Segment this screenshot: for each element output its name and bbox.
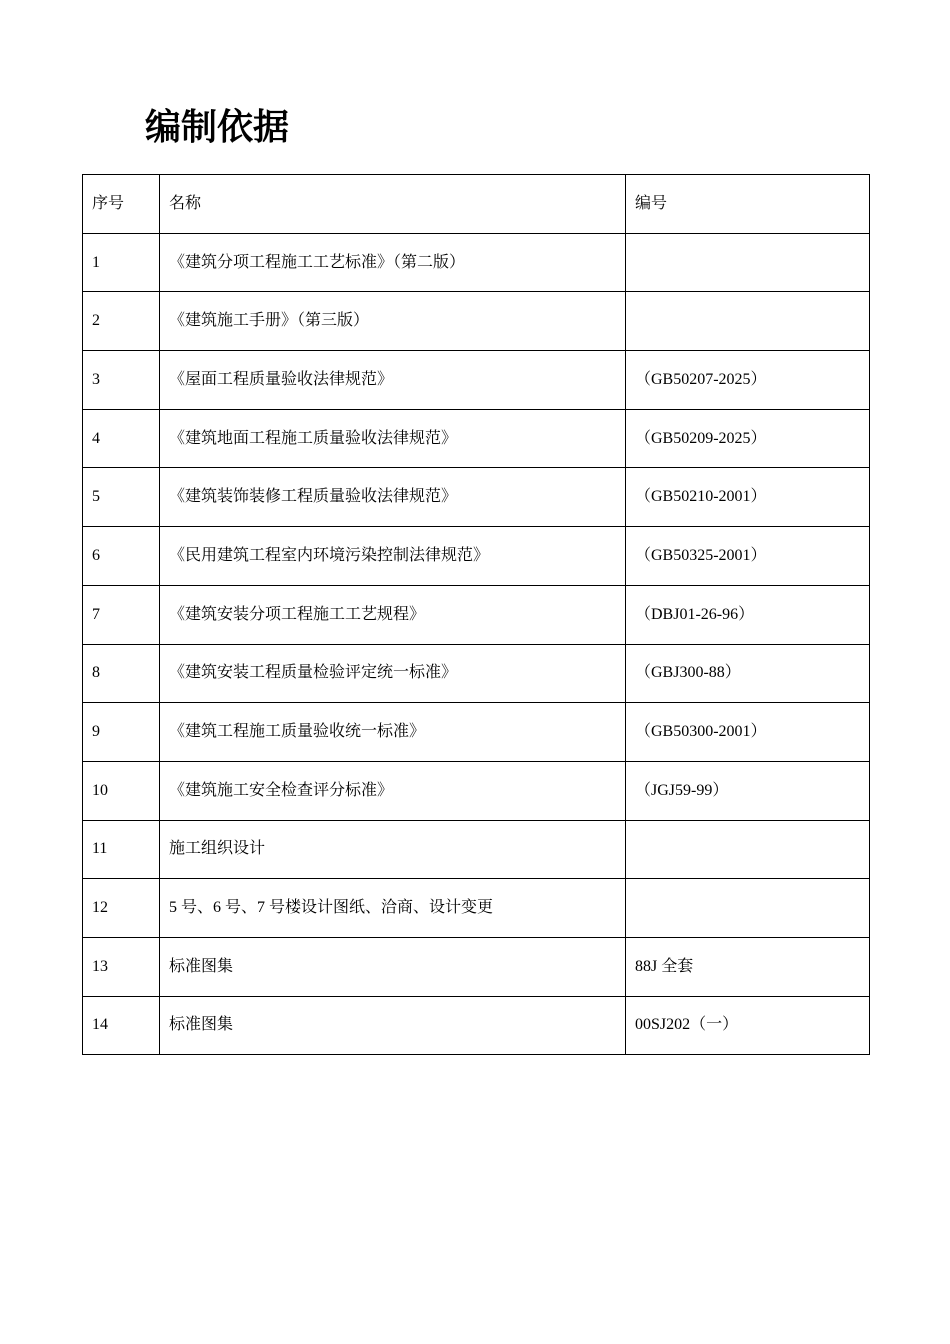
row-name: 标准图集 <box>160 996 626 1055</box>
row-name: 《屋面工程质量验收法律规范》 <box>160 351 626 410</box>
basis-table <box>82 174 870 1055</box>
table-row <box>83 820 870 879</box>
row-code <box>626 879 870 938</box>
table-row <box>83 585 870 644</box>
row-index: 10 <box>83 761 160 820</box>
row-code: （GB50300-2001） <box>626 703 870 762</box>
row-name: 标准图集 <box>160 937 626 996</box>
table-row <box>83 996 870 1055</box>
row-name: 施工组织设计 <box>160 820 626 879</box>
row-name: 《建筑装饰装修工程质量验收法律规范》 <box>160 468 626 527</box>
row-name: 《建筑地面工程施工质量验收法律规范》 <box>160 409 626 468</box>
row-index: 13 <box>83 937 160 996</box>
row-code <box>626 292 870 351</box>
table-row <box>83 527 870 586</box>
row-name: 《建筑施工安全检查评分标准》 <box>160 761 626 820</box>
row-code: （GB50325-2001） <box>626 527 870 586</box>
header-code: 编号 <box>626 175 870 234</box>
table-row <box>83 937 870 996</box>
table-row <box>83 233 870 292</box>
row-code <box>626 233 870 292</box>
table-row <box>83 409 870 468</box>
header-index: 序号 <box>83 175 160 234</box>
table-row <box>83 644 870 703</box>
row-index: 14 <box>83 996 160 1055</box>
row-index: 3 <box>83 351 160 410</box>
row-index: 8 <box>83 644 160 703</box>
table-row <box>83 351 870 410</box>
row-name: 《建筑施工手册》（第三版） <box>160 292 626 351</box>
row-index: 7 <box>83 585 160 644</box>
row-code: （GB50210-2001） <box>626 468 870 527</box>
row-name: 《建筑工程施工质量验收统一标准》 <box>160 703 626 762</box>
row-name: 《建筑安装分项工程施工工艺规程》 <box>160 585 626 644</box>
row-index: 1 <box>83 233 160 292</box>
table-header-row <box>83 175 870 234</box>
row-code: 00SJ202（一） <box>626 996 870 1055</box>
row-index: 5 <box>83 468 160 527</box>
table-row <box>83 761 870 820</box>
row-code: （GB50207-2025） <box>626 351 870 410</box>
row-code: （JGJ59-99） <box>626 761 870 820</box>
row-code: 88J 全套 <box>626 937 870 996</box>
row-name: 《民用建筑工程室内环境污染控制法律规范》 <box>160 527 626 586</box>
row-index: 12 <box>83 879 160 938</box>
row-code: （GBJ300-88） <box>626 644 870 703</box>
row-index: 2 <box>83 292 160 351</box>
row-code: （DBJ01-26-96） <box>626 585 870 644</box>
row-name: 《建筑安装工程质量检验评定统一标准》 <box>160 644 626 703</box>
table-row <box>83 879 870 938</box>
page-title: 编制依据 <box>145 107 290 148</box>
row-index: 6 <box>83 527 160 586</box>
row-name: 5 号、6 号、7 号楼设计图纸、洽商、设计变更 <box>160 879 626 938</box>
table-row <box>83 703 870 762</box>
row-code: （GB50209-2025） <box>626 409 870 468</box>
table-row <box>83 292 870 351</box>
row-index: 11 <box>83 820 160 879</box>
table-row <box>83 468 870 527</box>
row-code <box>626 820 870 879</box>
row-index: 4 <box>83 409 160 468</box>
header-name: 名称 <box>160 175 626 234</box>
row-index: 9 <box>83 703 160 762</box>
row-name: 《建筑分项工程施工工艺标准》（第二版） <box>160 233 626 292</box>
